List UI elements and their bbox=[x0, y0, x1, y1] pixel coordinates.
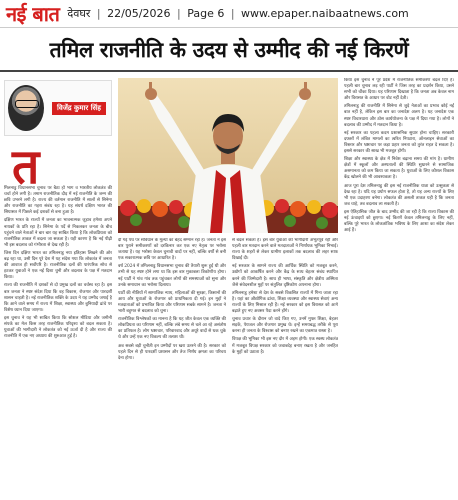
paragraph: राजनीतिक विश्लेषकों का मानना है कि यह जीत केवल एक व्यक्ति की लोकप्रियता का परिणाम नहीं, बल्कि लंबे समय से चले आ रहे असंतोष का प्रतिफल है। लोग भ्रष्टाचार, परिवारवाद और अधूरे वादों से थक चुके थे और उन्हें एक नए विकल्प की तलाश थी। bbox=[118, 317, 226, 341]
author-photo bbox=[8, 85, 44, 131]
paragraph: चुनाव प्रचार के दौरान जो वादे किए गए, उनमें मुफ्त शिक्षा, बेहतर सड़कें, पेयजल और रोजगार प्रमुख थे। इन्हें समयबद्ध तरीके से पूरा करना ही जनता के विश्वास को बनाए रखने का एकमात्र रास्ता है। bbox=[232, 317, 338, 335]
paragraph: से बदल सकता है। इस बार युवाओं की भागीदारी अभूतपूर्व रही और पहली बार मतदान करने वाले मतदाताओं ने निर्णायक भूमिका निभाई। राज्य के शहरों से लेकर ग्रामीण इलाकों तक बदलाव की लहर साफ दिखाई दी। bbox=[232, 238, 338, 262]
masthead bbox=[0, 0, 458, 28]
newspaper-logo: नई बात bbox=[6, 2, 60, 26]
article-column-1 bbox=[4, 142, 112, 497]
article-headline: तमिल राजनीति के उदय से उम्मीद की नई किरणें bbox=[49, 38, 409, 62]
paragraph: पार्टी की नीतियों में सामाजिक न्याय, महिलाओं की सुरक्षा, किसानों की आय और युवाओं के रोजगार को प्राथमिकता दी गई। इन मुद्दों ने मतदाताओं को प्रभावित किया और परिणाम सबके सामने है। जनता ने भारी बहुमत से बदलाव को चुना। bbox=[118, 290, 226, 315]
paragraph: इस ऐतिहासिक जीत के बाद उम्मीद की जा रही है कि राज्य विकास की नई ऊंचाइयों को छुएगा। नई किरणें केवल तमिलनाडु के लिए नहीं, बल्कि पूरे भारत के लोकतांत्रिक भविष्य के लिए आशा का संदेश लेकर आई हैं। bbox=[344, 209, 454, 234]
page-number: Page 6 bbox=[187, 7, 225, 20]
edition-location: देवघर bbox=[67, 7, 91, 20]
article-photo bbox=[118, 78, 338, 233]
paragraph: तमिलनाडु की राजनीति में सिनेमा से जुड़े नेताओं का प्रभाव कोई नई बात नहीं है, लेकिन इस बार का जनादेश अलग है। यह जनादेश एक स्पष्ट विचारधारा और ठोस कार्ययोजना के पक्ष में दिया गया है। लोगों ने बदलाव की उम्मीद में मतदान किया है। bbox=[344, 104, 454, 128]
article-column-4 bbox=[344, 78, 454, 497]
paragraph: दक्षिण भारत के राज्यों में जनता का भावनात्मक जुड़ाव हमेशा अपने नायकों के प्रति रहा है। सिनेमा के पर्दे से निकलकर जनता के बीच पहुंचने वाले नेताओं ने बार बार यह साबित किया है कि लोकप्रियता को राजनीतिक ताकत में बदला जा सकता है। यही कारण है कि नई पीढ़ी भी इस बदलाव को गंभीरता से देख रही है। bbox=[4, 218, 112, 248]
paragraph: वर्ष 2024 में तमिलनाडु विधानसभा चुनाव की तैयारी शुरू हुई थी और तभी से यह स्पष्ट होने लगा था कि इस बार मुकाबला त्रिकोणीय होगा। नई पार्टी ने गांव गांव तक पहुंचकर लोगों की समस्याओं को सुना और उनके समाधान का भरोसा दिलाया। bbox=[118, 264, 226, 288]
paragraph: नई सरकार का पहला कदम प्रशासनिक सुधार होना चाहिए। सरकारी दफ्तरों में लंबित मामलों का त्वरित निपटारा, ऑनलाइन सेवाओं का विस्तार और भ्रष्टाचार पर कड़ा प्रहार जनता को तुरंत राहत दे सकता है। इससे सरकार की साख भी मजबूत होगी। bbox=[344, 130, 454, 155]
paragraph: इस चुनाव ने यह भी साबित किया कि सोशल मीडिया और जमीनी संपर्क का मेल किस तरह राजनीतिक परिदृश्य को बदल सकता है। युवाओं की भागीदारी ने लोकतंत्र को नई ऊर्जा दी है और राज्य की राजनीति में एक नए अध्याय की शुरुआत हुई है। bbox=[4, 315, 112, 340]
website-link[interactable]: www.epaper.naibaatnews.com bbox=[241, 7, 409, 20]
paragraph: तमिलनाडु हमेशा से देश के सबसे विकसित राज्यों में गिना जाता रहा है। यहां का औद्योगिक ढांचा, शिक्षा व्यवस्था और स्वास्थ्य सेवाएं अन्य राज्यों के लिए मिसाल रही हैं। नई सरकार को इस विरासत को आगे बढ़ाते हुए नए अवसर पैदा करने होंगे। bbox=[232, 290, 338, 315]
paragraph: विपक्ष की भूमिका भी इस नए दौर में अहम होगी। एक स्वस्थ लोकतंत्र में मजबूत विपक्ष सरकार को जवाबदेह बनाए रखता है और जनहित के मुद्दों को उठाता है। bbox=[232, 337, 338, 355]
paragraph: नई सरकार के सामने राज्य की आर्थिक स्थिति को मजबूत करने, उद्योगों को आकर्षित करने और केंद्र के साथ बेहतर संबंध स्थापित करने की जिम्मेदारी है। साथ ही भाषा, संस्कृति और क्षेत्रीय अस्मिता जैसे संवेदनशील मुद्दों पर संतुलित दृष्टिकोण अपनाना होगा। bbox=[232, 264, 338, 288]
author-box bbox=[4, 80, 112, 136]
author-name: विजेंद्र कुमार सिंह bbox=[52, 102, 106, 115]
edition-meta bbox=[67, 6, 408, 21]
paragraph: अब सबसे बड़ी चुनौती इन उम्मीदों पर खरा उतरने की है। सरकार को पहले दिन से ही पारदर्शी प्रशासन और तेज निर्णय क्षमता का परिचय देना होगा। bbox=[118, 343, 226, 361]
separator: | bbox=[176, 7, 181, 20]
paragraph: शिक्षा और स्वास्थ्य के क्षेत्र में निवेश बढ़ाना समय की मांग है। ग्रामीण क्षेत्रों में स्कूलों और अस्पतालों की स्थिति सुधारने से सामाजिक असमानता को कम किया जा सकता है। युवाओं के लिए कौशल विकास केंद्र खोलने की भी आवश्यकता है। bbox=[344, 157, 454, 181]
drop-cap: त bbox=[12, 142, 40, 195]
headline-bar bbox=[0, 30, 458, 72]
paragraph: राज्य की राजनीति में दशकों से दो प्रमुख दलों का वर्चस्व रहा है। इस बार जनता ने स्पष्ट संदेश दिया कि वह विकास, रोजगार और पारदर्शी शासन चाहती है। नई राजनीतिक शक्ति के उदय ने यह उम्मीद जगाई है कि आने वाले समय में राज्य में शिक्षा, स्वास्थ्य और बुनियादी ढांचे पर विशेष ध्यान दिया जाएगा। bbox=[4, 283, 112, 313]
paragraph: आज पूरा देश तमिलनाडु की इस नई राजनीतिक यात्रा को उत्सुकता से देख रहा है। यदि यह प्रयोग सफल होता है, तो यह अन्य राज्यों के लिए भी एक उदाहरण बनेगा। लोकतंत्र की असली ताकत यही है कि जनता जब चाहे, तब बदलाव ला सकती है। bbox=[344, 183, 454, 207]
paragraph: मिलनाडु विधानसभा चुनाव पर बैठा हो भाग व भारतीय लोकतंत्र की चर्चा होने लगी है। तमाम राजनीतिक दौड़ में नई राजनीति के जन्म की छवि उभरने लगी है। राज्य की वर्तमान राजनीति में सालों से सिनेमा और राजनीति का गहरा संबंध रहा है। यह संघर्ष दक्षिण भारत की सियासत में पिछले कई दशकों से बना हुआ है। bbox=[4, 186, 112, 216]
article-column-2 bbox=[118, 238, 226, 497]
paragraph: किया इस चुनाव ने पूरे प्रदेश में राजनीतिक समीकरण बदल दिए हैं। पहली बार चुनाव लड़ रही पार्टी ने जिस तरह का प्रदर्शन किया, उसने सभी को चौंका दिया। यह परिणाम दिखाता है कि जनता अब केवल नाम और विरासत के आधार पर वोट नहीं देती। bbox=[344, 78, 454, 102]
paragraph: जिस दिन दक्षिण भारत का तमिलनाडु नया इतिहास लिखने की ओर बढ़ रहा था, उसी दिन पूरे देश में यह संदेश गया कि लोकतंत्र में जनता की आवाज ही सर्वोपरि है। राजनीतिक दलों की पारंपरिक सोच से हटकर युवाओं ने एक नई दिशा चुनी और बदलाव के पक्ष में मतदान किया। bbox=[4, 250, 112, 281]
paragraph: दी गई पथ पर संविधान के मूल्यों का बेहद सम्मान रहा है। जनता ने इस बार पुराने समीकरणों को दरकिनार कर एक नए नेतृत्व पर भरोसा जताया है। यह भरोसा केवल चुनावी वादों पर नहीं, बल्कि वर्षों से बनी एक सकारात्मक छवि पर आधारित है। bbox=[118, 238, 226, 262]
article-column-3 bbox=[232, 238, 338, 497]
separator: | bbox=[230, 7, 235, 20]
separator: | bbox=[96, 7, 101, 20]
edition-date: 22/05/2026 bbox=[107, 7, 171, 20]
speaker-photo-illustration bbox=[118, 78, 338, 233]
